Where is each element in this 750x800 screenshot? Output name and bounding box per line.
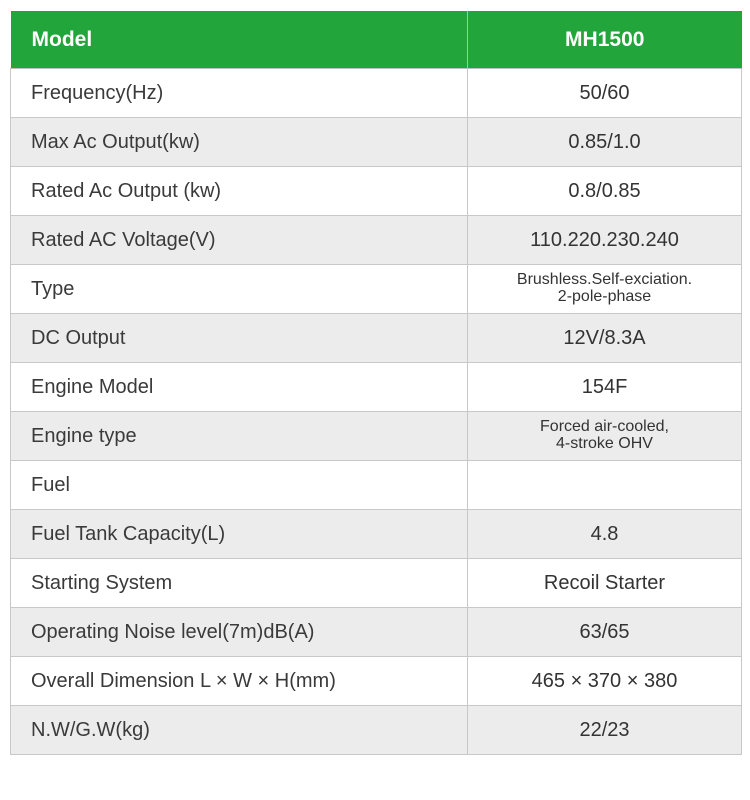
spec-row-fuel-tank-capacity: [11, 510, 742, 559]
spec-value-line: Brushless.Self-exciation.: [516, 271, 693, 289]
spec-value-engine-model: [468, 363, 742, 412]
spec-label-type: Type: [11, 265, 468, 314]
spec-value-line: 12V/8.3A: [563, 327, 646, 349]
spec-value-line: 50/60: [579, 82, 630, 104]
spec-value-line: 465 × 370 × 380: [531, 670, 678, 692]
spec-row-engine-type: [11, 412, 742, 461]
spec-label-operating-noise: Operating Noise level(7m)dB(A): [11, 608, 468, 657]
spec-value-line: Recoil Starter: [543, 572, 666, 594]
header-model-value: MH1500: [468, 11, 742, 69]
spec-label-starting-system: Starting System: [11, 559, 468, 608]
spec-table-header: [11, 11, 742, 69]
spec-value-line: 110.220.230.240: [530, 229, 679, 251]
spec-label-engine-type: Engine type: [11, 412, 468, 461]
spec-row-rated-ac-output: [11, 167, 742, 216]
spec-row-max-ac-output: [11, 118, 742, 167]
spec-value-frequency: [468, 69, 742, 118]
spec-value-line: 63/65: [579, 621, 630, 643]
spec-table: [10, 11, 742, 755]
spec-value-line: 4.8: [590, 523, 619, 545]
spec-value-line: 154F: [581, 376, 628, 398]
spec-row-type: [11, 265, 742, 314]
spec-value-overall-dimension: [468, 657, 742, 706]
header-row: [11, 11, 742, 69]
spec-value-operating-noise: [468, 608, 742, 657]
spec-value-rated-ac-output: [468, 167, 742, 216]
spec-value-starting-system: [468, 559, 742, 608]
spec-label-fuel: Fuel: [11, 461, 468, 510]
spec-row-operating-noise: [11, 608, 742, 657]
spec-table-body: [11, 69, 742, 755]
spec-label-fuel-tank-capacity: Fuel Tank Capacity(L): [11, 510, 468, 559]
spec-row-starting-system: [11, 559, 742, 608]
spec-value-line: 0.85/1.0: [568, 131, 641, 153]
spec-row-rated-ac-voltage: [11, 216, 742, 265]
spec-value-engine-type: [468, 412, 742, 461]
spec-row-nw-gw: [11, 706, 742, 755]
spec-row-engine-model: [11, 363, 742, 412]
spec-value-type: [468, 265, 742, 314]
spec-label-frequency: Frequency(Hz): [11, 69, 468, 118]
spec-label-rated-ac-output: Rated Ac Output (kw): [11, 167, 468, 216]
spec-value-line: 0.8/0.85: [568, 180, 641, 202]
spec-label-nw-gw: N.W/G.W(kg): [11, 706, 468, 755]
spec-value-line: 2-pole-phase: [557, 288, 652, 305]
spec-row-fuel: [11, 461, 742, 510]
spec-value-fuel-tank-capacity: [468, 510, 742, 559]
spec-value-line: 22/23: [579, 719, 630, 741]
spec-label-max-ac-output: Max Ac Output(kw): [11, 118, 468, 167]
spec-value-rated-ac-voltage: [468, 216, 742, 265]
spec-row-frequency: [11, 69, 742, 118]
spec-row-overall-dimension: [11, 657, 742, 706]
spec-value-dc-output: [468, 314, 742, 363]
spec-value-line: 4-stroke OHV: [556, 435, 653, 452]
spec-value-fuel: [468, 461, 742, 510]
header-label: Model: [11, 11, 468, 69]
spec-label-rated-ac-voltage: Rated AC Voltage(V): [11, 216, 468, 265]
spec-value-nw-gw: [468, 706, 742, 755]
spec-value-max-ac-output: [468, 118, 742, 167]
spec-row-dc-output: [11, 314, 742, 363]
spec-label-engine-model: Engine Model: [11, 363, 468, 412]
spec-value-line: Forced air-cooled,: [540, 418, 669, 436]
spec-label-overall-dimension: Overall Dimension L × W × H(mm): [11, 657, 468, 706]
spec-label-dc-output: DC Output: [11, 314, 468, 363]
